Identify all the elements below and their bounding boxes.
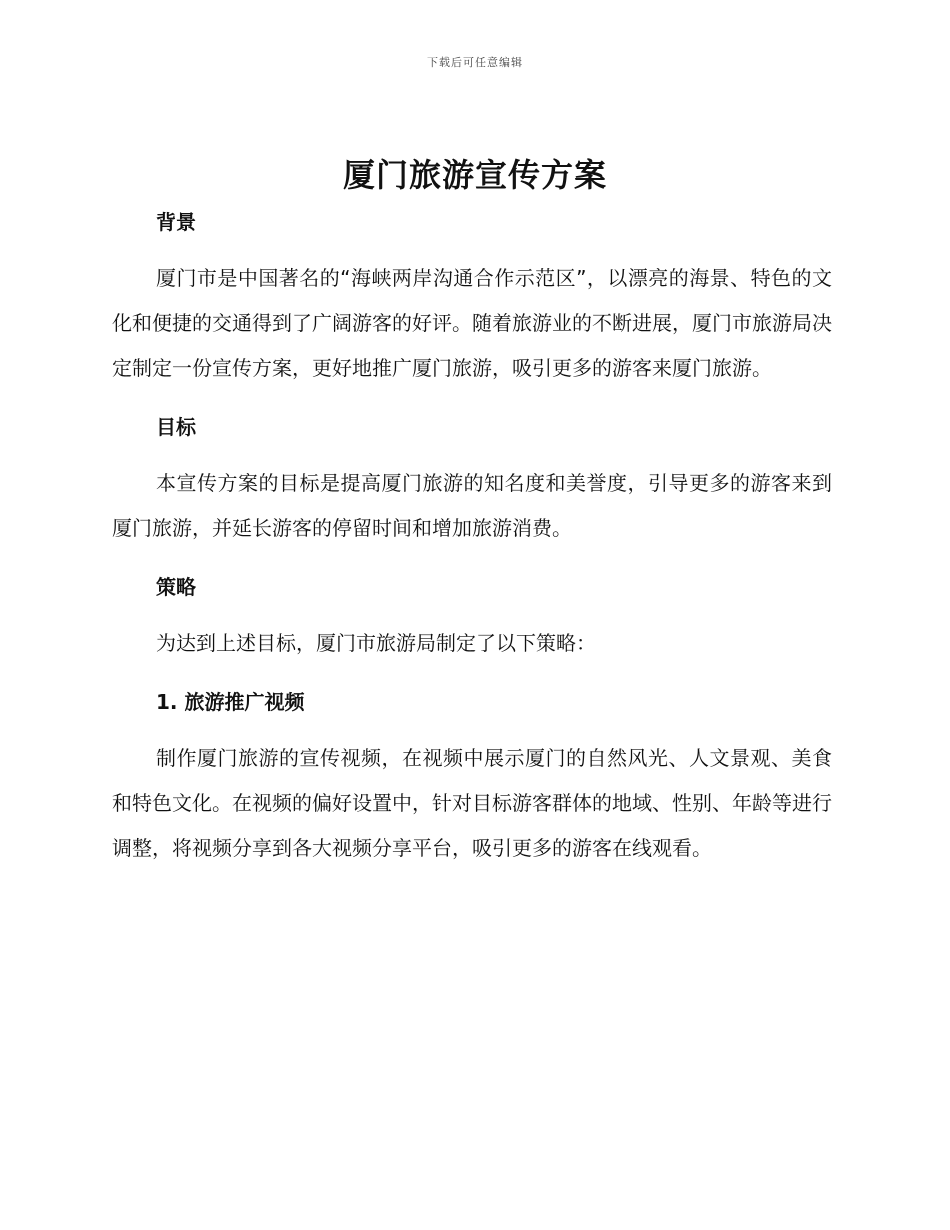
section-heading-video: 1. 旅游推广视频 bbox=[156, 690, 305, 714]
document-title: 厦门旅游宣传方案 bbox=[342, 156, 607, 194]
section-heading-goal: 目标 bbox=[156, 415, 196, 439]
section-heading-strategy: 策略 bbox=[156, 575, 196, 599]
paragraph-strategy: 为达到上述目标，厦门市旅游局制定了以下策略： bbox=[156, 631, 596, 655]
paragraph-video: 制作厦门旅游的宣传视频，在视频中展示厦门的自然风光、人文景观、美食和特色文化。在视频的偏好设置中，针对目标游客群体的地域、性别、年龄等进行调整，将视频分享到各大视频分享平台，吸引更多的游客在线观看。 bbox=[112, 746, 832, 860]
paragraph-goal: 本宣传方案的目标是提高厦门旅游的知名度和美誉度，引导更多的游客来到厦门旅游，并延长游客的停留时间和增加旅游消费。 bbox=[112, 471, 832, 540]
header-note: 下载后可任意编辑 bbox=[427, 56, 523, 69]
section-heading-background: 背景 bbox=[156, 210, 196, 234]
paragraph-background: 厦门市是中国著名的“海峡两岸沟通合作示范区”，以漂亮的海景、特色的文化和便捷的交通得到了广阔游客的好评。随着旅游业的不断进展，厦门市旅游局决定制定一份宣传方案，更好地推广厦门旅游，吸引更多的游客来厦门旅游。 bbox=[112, 266, 832, 380]
document-body bbox=[112, 200, 832, 871]
